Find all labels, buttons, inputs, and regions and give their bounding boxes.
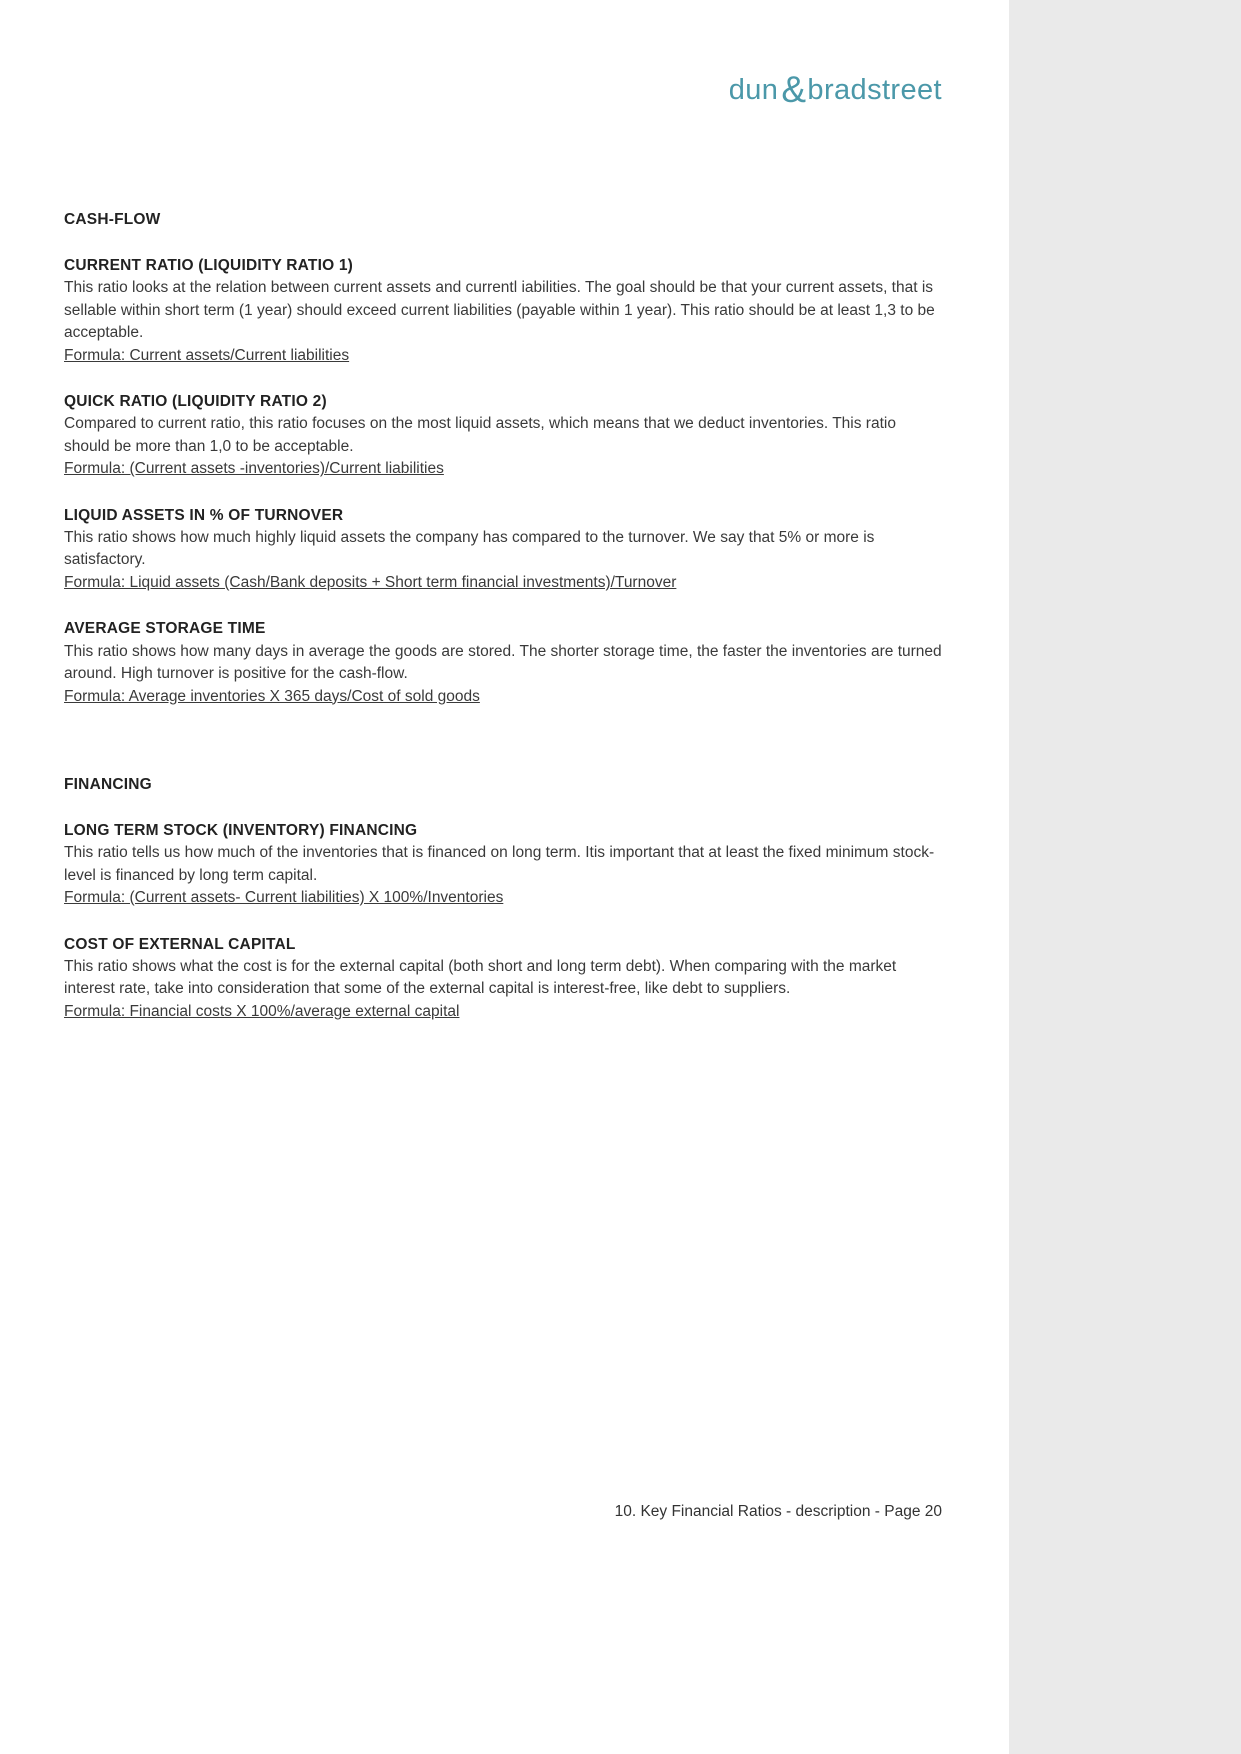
item-body: Compared to current ratio, this ratio focuses on the most liquid assets, which means that we deduct inventories. This ratio should be more than 1,0 to be acceptable. xyxy=(64,415,896,455)
logo-text-bradstreet: bradstreet xyxy=(807,74,942,106)
item-formula: Formula: Average inventories X 365 days/Cost of sold goods xyxy=(64,687,480,705)
item-body: This ratio tells us how much of the inventories that is financed on long term. Itis important that at least the fixed minimum stock-level is financed by long term capital. xyxy=(64,844,935,884)
item-title: QUICK RATIO (LIQUIDITY RATIO 2) xyxy=(64,393,327,411)
item-title: CURRENT RATIO (LIQUIDITY RATIO 1) xyxy=(64,257,354,274)
item-body: This ratio shows how many days in average the goods are stored. The shorter storage time, the faster the inventories are turned around. High turnover is positive for the cash-flow. xyxy=(64,642,942,683)
ratio-item-liquid-assets xyxy=(64,505,942,595)
item-title: COST OF EXTERNAL CAPITAL xyxy=(64,935,296,953)
item-formula: Formula: (Current assets -inventories)/Current liabilities xyxy=(64,460,444,478)
ratio-item-cost-of-external-capital xyxy=(64,934,942,1024)
document-body xyxy=(64,209,942,1023)
page-content xyxy=(64,0,942,1023)
item-title: LIQUID ASSETS IN % OF TURNOVER xyxy=(64,506,344,524)
ratio-item-long-term-stock-financing xyxy=(64,820,942,910)
item-formula: Formula: Financial costs X 100%/average external capital xyxy=(64,1002,460,1020)
item-body: This ratio shows what the cost is for the external capital (both short and long term debt). When comparing with the market interest rate, take into consideration that some of the external capital is interest-free, like debt to suppliers. xyxy=(64,957,897,998)
item-formula: Formula: (Current assets- Current liabilities) X 100%/Inventories xyxy=(64,889,504,907)
item-formula: Formula: Liquid assets (Cash/Bank deposits + Short term financial investments)/Turnover xyxy=(64,573,677,591)
logo-text-dun: dun xyxy=(728,74,779,106)
viewer-gutter xyxy=(1009,0,1241,1754)
heading-financing: FINANCING xyxy=(64,775,152,793)
ratio-item-average-storage-time xyxy=(64,618,942,708)
ratio-item-current-ratio xyxy=(64,255,942,367)
ampersand-icon: & xyxy=(781,69,807,110)
heading-cash-flow: CASH-FLOW xyxy=(64,211,161,228)
page-footer: 10. Key Financial Ratios - description - Page 20 xyxy=(614,1503,942,1520)
item-body: This ratio shows how much highly liquid assets the company has compared to the turnover. We say that 5% or more is satisfactory. xyxy=(64,529,875,569)
dnb-logo xyxy=(64,0,942,109)
ratio-item-quick-ratio xyxy=(64,391,942,481)
item-title: LONG TERM STOCK (INVENTORY) FINANCING xyxy=(64,821,418,839)
item-title: AVERAGE STORAGE TIME xyxy=(64,620,266,638)
item-formula: Formula: Current assets/Current liabilities xyxy=(64,346,350,364)
item-body: This ratio looks at the relation between current assets and currentl iabilities. The goal should be that your current assets, that is sellable within short term (1 year) should exceed current liabilities (payable within 1 year). This ratio should be at least 1,3 to be acceptable. xyxy=(64,279,935,342)
